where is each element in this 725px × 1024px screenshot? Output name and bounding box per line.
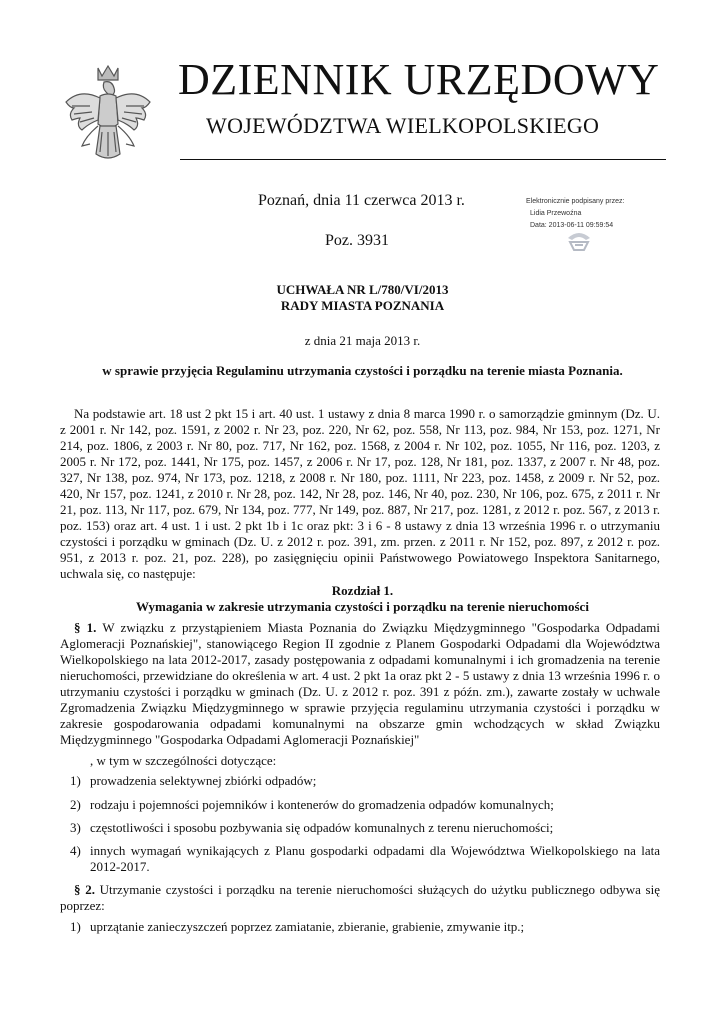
resolution-issuer: RADY MIASTA POZNANIA	[280, 298, 445, 313]
list-item-number: 4)	[70, 843, 81, 858]
signature-date: Data: 2013-06-11 09:59:54	[530, 222, 614, 229]
resolution-date: z dnia 21 maja 2013 r.	[304, 333, 421, 348]
section-1-text: W związku z przystąpieniem Miasta Poznania do Związku Międzygminnego "Gospodarka Odpadami Aglomeracji Poznańskiej", stanowiącego Region II zgodnie z Planem Gospodarki Odpadami dla Województwa Wielkopolskiego na lata 2012-2017, zasady postępowania z odpadami komunalnymi i ich gromadzenia na terenie nieruchomości, przewidziane do określenia w art. 4 ust. 2 pkt 1a oraz pkt 2 - 5 ustawy z dnia 13 września 1996 r. o utrzymaniu czystości i porządku w gminach (Dz. U. z 2012 r. poz. 391 z późn. zm.), zawarte zostały w uchwale Zgromadzenia Związku Międzygminnego w sprawie przyjęcia regulaminu utrzymania czystości i porządku w zakresie gospodarowania odpadami komunalnymi na obszarze gmin wchodzących w skład Związku Międzygminnego "Gospodarka Odpadami Aglomeracji Poznańskiej"	[60, 620, 661, 747]
chapter-title: Wymagania w zakresie utrzymania czystości i porządku na terenie nieruchomości	[136, 599, 589, 614]
preamble-paragraph: Na podstawie art. 18 ust 2 pkt 15 i art. 40 ust. 1 ustawy z dnia 8 marca 1990 r. o samorządzie gminnym (Dz. U. z 2001 r. Nr 142, poz. 1591, z 2002 r. Nr 23, poz. 220, Nr 62, poz. 558, Nr 113, poz. 984, Nr 153, poz. 1271, Nr 214, poz. 1806, z 2003 r. Nr 80, poz. 717, Nr 162, poz. 1568, z 2004 r. Nr 102, poz. 1055, Nr 116, poz. 1203, z 2005 r. Nr 172, poz. 1441, Nr 175, poz. 1457, z 2006 r. Nr 17, poz. 128, Nr 181, poz. 1337, z 2007 r. Nr 48, poz. 327, Nr 138, poz. 974, Nr 173, poz. 1218, z 2008 r. Nr 180, poz. 1111, Nr 223, poz. 1458, z 2009 r. Nr 52, poz. 420, Nr 157, poz. 1241, z 2010 r. Nr 28, poz. 142, Nr 28, poz. 146, Nr 40, poz. 230, Nr 106, poz. 675, z 2011 r. Nr 21, poz. 113, Nr 117, poz. 679, Nr 134, poz. 777, Nr 149, poz. 887, Nr 217, poz. 1281, z 2012 r. poz. 567, z 2013 r. poz. 153) oraz art. 4 ust. 1 i ust. 2 pkt 1b i 1c oraz pkt: 3 i 6 - 8 ustawy z dnia 13 września 1996 r. o utrzymaniu czystości i porządku w gminach (Dz. U. z 2012 r. poz. 391, zm. przen. z 2011 r. Nr 152, poz. 897, z 2012 r. poz. 951, z 2013 r. poz. 21, poz. 228), po zasięgnięciu opinii Państwowego Powiatowego Inspektora Sanitarnego, uchwala się, co następuje:	[60, 406, 660, 581]
section-1-continuation: , w tym w szczególności dotyczące:	[90, 753, 277, 768]
signature-signer: Lidia Przewoźna	[530, 210, 582, 217]
issue-position: Poz. 3931	[325, 232, 389, 249]
list-item	[60, 843, 660, 875]
list-item-text: częstotliwości i sposobu pozbywania się odpadów komunalnych z terenu nieruchomości;	[90, 820, 554, 835]
masthead-subtitle: WOJEWÓDZTWA WIELKOPOLSKIEGO	[206, 113, 600, 138]
section-1-label: § 1.	[74, 620, 97, 635]
resolution-subject: w sprawie przyjęcia Regulaminu utrzymania czystości i porządku na terenie miasta Poznania.	[102, 363, 623, 378]
list-item	[60, 773, 660, 789]
list-item-number: 1)	[70, 919, 81, 934]
list-item	[60, 797, 660, 813]
issue-place-date: Poznań, dnia 11 czerwca 2013 r.	[258, 192, 465, 209]
section-2-paragraph	[60, 882, 660, 914]
list-item-number: 3)	[70, 820, 81, 835]
section-2-text: Utrzymanie czystości i porządku na terenie nieruchomości służących do użytku publicznego odbywa się poprzez:	[60, 882, 660, 913]
electronic-signature-block	[526, 196, 656, 232]
e-signature-icon	[566, 230, 592, 252]
list-item-text: rodzaju i pojemności pojemników i kontenerów do gromadzenia odpadów komunalnych;	[90, 797, 554, 812]
list-item-number: 1)	[70, 773, 81, 788]
list-item	[60, 820, 660, 836]
list-item-text: innych wymagań wynikających z Planu gospodarki odpadami dla Województwa Wielkopolskiego na lata 2012-2017.	[90, 843, 660, 874]
section-1-paragraph	[60, 620, 660, 748]
signature-label: Elektronicznie podpisany przez:	[526, 198, 625, 205]
resolution-title: UCHWAŁA NR L/780/VI/2013	[276, 282, 449, 297]
chapter-number: Rozdział 1.	[331, 583, 394, 598]
eagle-emblem-icon	[60, 62, 156, 174]
list-item-number: 2)	[70, 797, 81, 812]
list-item-text: prowadzenia selektywnej zbiórki odpadów;	[90, 773, 317, 788]
list-item	[60, 919, 660, 935]
list-item-text: uprzątanie zanieczyszczeń poprzez zamiatanie, zbieranie, grabienie, zmywanie itp.;	[90, 919, 525, 934]
masthead-divider	[180, 159, 666, 160]
masthead-title: DZIENNIK URZĘDOWY	[178, 55, 660, 104]
section-2-label: § 2.	[74, 882, 95, 897]
